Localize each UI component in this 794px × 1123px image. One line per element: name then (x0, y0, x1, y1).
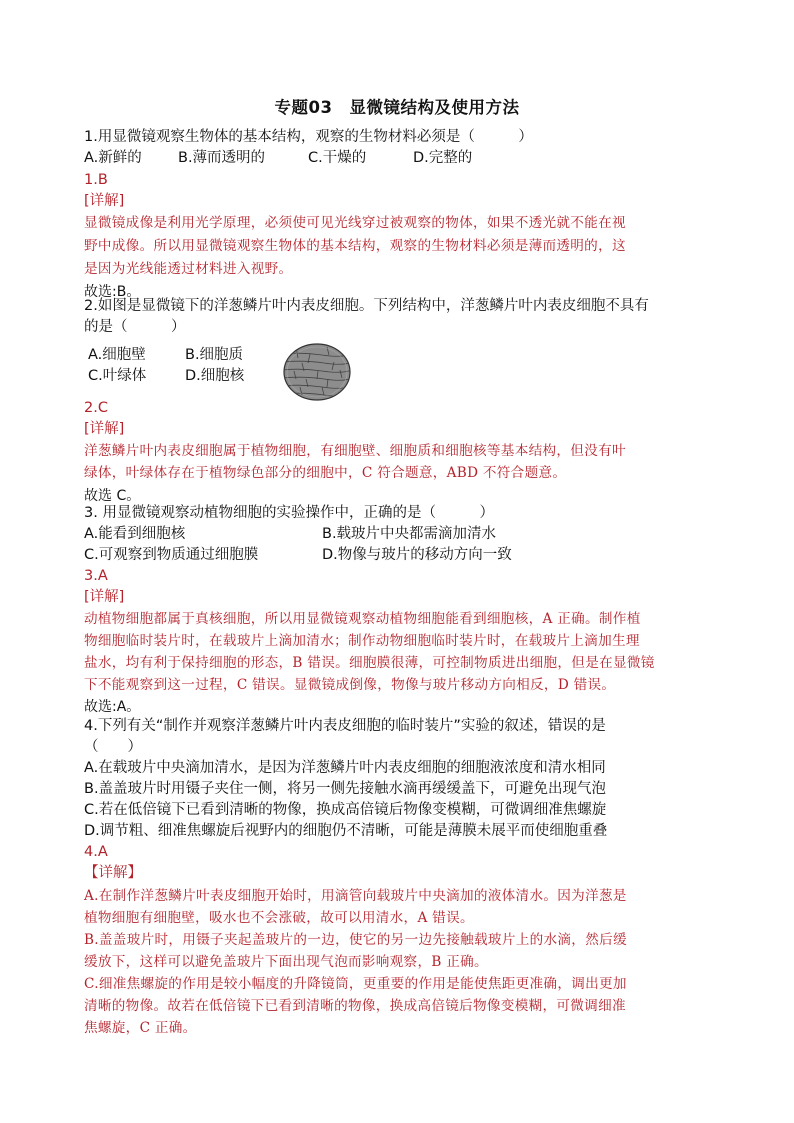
q2-explain-line: 绿体，叶绿体存在于植物绿色部分的细胞中，C 符合题意，ABD 不符合题意。 (84, 465, 567, 481)
q3-option-c: C.可观察到物质通过细胞膜 (84, 547, 259, 563)
q3-explain-line: 盐水，均有利于保持细胞的形态，B 错误。细胞膜很薄，可控制物质进出细胞，但是在显微镜 (84, 655, 655, 671)
q1-option-a: A.新鲜的 (84, 150, 142, 166)
q1-explain-line: 是因为光线能透过材料进入视野。 (84, 261, 293, 277)
q3-option-b: B.载玻片中央都需滴加清水 (322, 526, 497, 542)
q4-explain-line: B.盖盖玻片时，用镊子夹起盖玻片的一边，使它的另一边先接触载玻片上的水滴，然后缓 (84, 932, 627, 948)
q4-explain-line: 缓放下，这样可以避免盖玻片下面出现气泡而影响观察，B 正确。 (84, 954, 488, 970)
q4-explain-label: 【详解】 (84, 865, 142, 881)
q4-answer: 4.A (84, 844, 108, 860)
q4-option-a: A.在载玻片中央滴加清水，是因为洋葱鳞片叶内表皮细胞的细胞液浓度和清水相同 (84, 760, 606, 776)
onion-cell-figure (282, 342, 352, 402)
q2-option-c: C.叶绿体 (88, 368, 147, 384)
q4-explain-line: 清晰的物像。故若在低倍镜下已看到清晰的物像，换成高倍镜后物像变模糊，可微调细准 (84, 998, 626, 1014)
q4-option-d: D.调节粗、细准焦螺旋后视野内的细胞仍不清晰，可能是薄膜未展平而使细胞重叠 (84, 823, 608, 839)
q1-explain-label: [详解] (84, 193, 125, 209)
q2-option-d: D.细胞核 (185, 368, 245, 384)
q1-answer: 1.B (84, 172, 108, 188)
q2-stem-line: 2.如图是显微镜下的洋葱鳞片叶内表皮细胞。下列结构中，洋葱鳞片叶内表皮细胞不具有 (84, 298, 649, 314)
q4-option-c: C.若在低倍镜下已看到清晰的物像，换成高倍镜后物像变模糊，可微调细准焦螺旋 (84, 802, 607, 818)
q3-option-d: D.物像与玻片的移动方向一致 (322, 547, 512, 563)
q1-option-b: B.薄而透明的 (178, 150, 266, 166)
q4-stem-line: 4.下列有关“制作并观察洋葱鳞片叶内表皮细胞的临时装片”实验的叙述，错误的是 (84, 718, 606, 734)
q3-explain-line: 下不能观察到这一过程，C 错误。显微镜成倒像，物像与玻片移动方向相反，D 错误。 (84, 677, 616, 693)
q3-explain-line: 物细胞临时装片时，在载玻片上滴加清水；制作动物细胞临时装片时，在载玻片上滴加生理 (84, 633, 640, 649)
q1-conclusion: 故选:B。 (84, 284, 141, 300)
q4-explain-line: 植物细胞有细胞壁，吸水也不会涨破，故可以用清水，A 错误。 (84, 910, 474, 926)
q3-stem: 3. 用显微镜观察动植物细胞的实验操作中，正确的是（ ） (84, 505, 494, 521)
q2-option-a: A.细胞壁 (88, 347, 146, 363)
q3-explain-line: 动植物细胞都属于真核细胞，所以用显微镜观察动植物细胞能看到细胞核，A 正确。制作植 (84, 611, 641, 627)
q2-option-b: B.细胞质 (185, 347, 244, 363)
q1-explain-line: 显微镜成像是利用光学原理，必须使可见光线穿过被观察的物体，如果不透光就不能在视 (84, 215, 626, 231)
q4-explain-line: C.细准焦螺旋的作用是较小幅度的升降镜筒，更重要的作用是能使焦距更准确，调出更加 (84, 976, 627, 992)
q2-stem-line: 的是（ ） (84, 319, 186, 335)
q4-stem-line: （ ） (84, 739, 142, 755)
q2-explain-label: [详解] (84, 421, 125, 437)
q3-explain-label: [详解] (84, 589, 125, 605)
q4-explain-line: 焦螺旋，C 正确。 (84, 1020, 197, 1036)
q3-answer: 3.A (84, 568, 108, 584)
q2-conclusion: 故选 C。 (84, 488, 141, 504)
q1-explain-line: 野中成像。所以用显微镜观察生物体的基本结构，观察的生物材料必须是薄而透明的，这 (84, 238, 626, 254)
q4-explain-line: A.在制作洋葱鳞片叶表皮细胞开始时，用滴管向载玻片中央滴加的液体清水。因为洋葱是 (84, 888, 627, 904)
page-title: 专题03 显微镜结构及使用方法 (274, 98, 520, 117)
q2-answer: 2.C (84, 400, 108, 416)
q3-conclusion: 故选:A。 (84, 699, 141, 715)
q1-option-c: C.干燥的 (308, 150, 367, 166)
q1-stem: 1.用显微镜观察生物体的基本结构，观察的生物材料必须是（ ） (84, 129, 533, 145)
q4-option-b: B.盖盖玻片时用镊子夹住一侧，将另一侧先接触水滴再缓缓盖下，可避免出现气泡 (84, 781, 607, 797)
q3-option-a: A.能看到细胞核 (84, 526, 186, 542)
q2-explain-line: 洋葱鳞片叶内表皮细胞属于植物细胞，有细胞壁、细胞质和细胞核等基本结构，但没有叶 (84, 443, 626, 459)
q1-option-d: D.完整的 (413, 150, 473, 166)
